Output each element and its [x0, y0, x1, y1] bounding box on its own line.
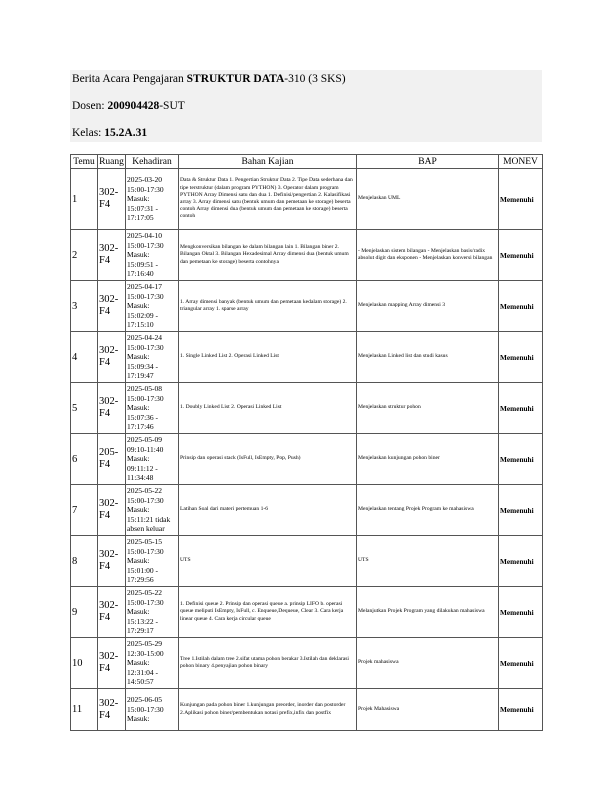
bap-cell: Melanjutkan Projek Program yang dilakukan mahasiswa	[357, 587, 499, 638]
meeting-number: 5	[71, 383, 98, 434]
attendance-cell: 2025-04-24 15:00-17:30 Masuk: 15:09:34 - 17:19:47	[126, 332, 179, 383]
bap-cell: Menjelaskan UML	[357, 169, 499, 230]
meeting-number: 11	[71, 689, 98, 731]
lecturer-suffix: -SUT	[159, 100, 185, 112]
monev-cell: Memenuhi	[499, 383, 543, 434]
report-title	[72, 73, 346, 85]
table-row	[71, 332, 543, 383]
attendance-cell: 2025-04-17 15:00-17:30 Masuk: 15:02:09 - 17:15:10	[126, 281, 179, 332]
monev-cell: Memenuhi	[499, 536, 543, 587]
topic-cell: UTS	[179, 536, 357, 587]
attendance-cell: 2025-05-08 15:00-17:30 Masuk: 15:07:36 - 17:17:46	[126, 383, 179, 434]
col-header-room: Ruang	[99, 156, 124, 167]
monev-cell: Memenuhi	[499, 169, 543, 230]
lecturer-label: Dosen:	[72, 100, 108, 112]
class-value: 15.2A.31	[104, 127, 148, 139]
course-name: STRUKTUR DATA	[186, 73, 285, 85]
room-cell: 205-F4	[98, 434, 126, 485]
meeting-number: 2	[71, 230, 98, 281]
room-cell: 302-F4	[98, 332, 126, 383]
attendance-cell: 2025-05-09 09:10-11:40 Masuk: 09:11:12 - 11:34:48	[126, 434, 179, 485]
monev-cell: Memenuhi	[499, 332, 543, 383]
room-cell: 302-F4	[98, 536, 126, 587]
col-header-meeting: Temu	[71, 155, 98, 169]
table-row	[71, 638, 543, 689]
topic-cell: Latihan Soal dari materi pertemuan 1-6	[179, 485, 357, 536]
table-row	[71, 169, 543, 230]
lecturer-id: 200904428	[107, 100, 160, 112]
bap-cell: Menjelaskan kunjungan pohon biner	[357, 434, 499, 485]
meeting-number: 10	[71, 638, 98, 689]
teaching-record-table	[70, 154, 543, 731]
monev-cell: Memenuhi	[499, 434, 543, 485]
table-row	[71, 230, 543, 281]
room-cell: 302-F4	[98, 383, 126, 434]
col-header-attendance: Kehadiran	[126, 155, 179, 169]
monev-cell: Memenuhi	[499, 689, 543, 731]
attendance-cell: 2025-05-22 15:00-17:30 Masuk: 15:11:21 tidak absen keluar	[126, 485, 179, 536]
bap-cell: Menjelaskan tentang Projek Program ke mahasiswa	[357, 485, 499, 536]
table-row	[71, 689, 543, 731]
monev-cell: Memenuhi	[499, 587, 543, 638]
attendance-cell: 2025-03-20 15:00-17:30 Masuk: 15:07:31 - 17:17:05	[126, 169, 179, 230]
table-row	[71, 587, 543, 638]
room-cell: 302-F4	[98, 281, 126, 332]
bap-cell: Projek mahasiswa	[357, 638, 499, 689]
room-cell: 302-F4	[98, 689, 126, 731]
meeting-number: 9	[71, 587, 98, 638]
monev-cell: Memenuhi	[499, 230, 543, 281]
col-header-bap: BAP	[357, 155, 499, 169]
monev-cell: Memenuhi	[499, 485, 543, 536]
table-row	[71, 281, 543, 332]
room-cell: 302-F4	[98, 169, 126, 230]
table-row	[71, 434, 543, 485]
bap-cell: Menjelaskan mapping Array dimensi 3	[357, 281, 499, 332]
attendance-cell: 2025-05-15 15:00-17:30 Masuk: 15:01:00 - 17:29:56	[126, 536, 179, 587]
meeting-number: 1	[71, 169, 98, 230]
meeting-number: 8	[71, 536, 98, 587]
topic-cell: Data & Struktur Data 1. Pengertian Struktur Data 2. Tipe Data sederhana dan tipe terstruktur (dalam program PYTHON) 3. Operator dalam program PYTHON Array Dimensi satu dan dua 1. Definisi/pengertian 2. Kalasifikasi array 3. Array dimensi satu (bentuk umum dan pemetaan ke storage) beserta contoh Array dimensi dua (bentuk umum dan pemetaan ke storage) beserta contoh	[179, 169, 357, 230]
bap-cell: - Menjelaskan sistem bilangan - Menjelaskan basis/radix absolut digit dan eksponen - Menjelaskan konversi bilangan	[357, 230, 499, 281]
topic-cell: Tree 1.Istilah dalam tree 2.sifat utama pohon berakar 3.Istilah dan deklarasi pohon binary 4.penyajian pohon binary	[179, 638, 357, 689]
attendance-cell: 2025-05-22 15:00-17:30 Masuk: 15:13:22 - 17:29:17	[126, 587, 179, 638]
room-cell: 302-F4	[98, 485, 126, 536]
monev-cell: Memenuhi	[499, 638, 543, 689]
attendance-cell: 2025-06-05 15:00-17:30 Masuk:	[126, 689, 179, 731]
class-label: Kelas:	[72, 127, 105, 139]
room-cell: 302-F4	[98, 230, 126, 281]
meeting-number: 7	[71, 485, 98, 536]
bap-cell: Projek Mahasiswa	[357, 689, 499, 731]
class-line	[72, 127, 147, 139]
topic-cell: 1. Single Linked List 2. Operasi Linked List	[179, 332, 357, 383]
bap-cell: Menjelaskan struktur pohon	[357, 383, 499, 434]
bap-cell: UTS	[357, 536, 499, 587]
bap-cell: Menjelaskan Linked list dan studi kasus	[357, 332, 499, 383]
lecturer-line	[72, 100, 185, 112]
table-row	[71, 485, 543, 536]
title-prefix: Berita Acara Pengajaran	[72, 73, 187, 85]
meeting-number: 4	[71, 332, 98, 383]
room-cell: 302-F4	[98, 638, 126, 689]
col-header-monev: MONEV	[499, 155, 543, 169]
topic-cell: 1. Doubly Linked List 2. Operasi Linked List	[179, 383, 357, 434]
table-row	[71, 383, 543, 434]
topic-cell: 1. Definisi queue 2. Prinsip dan operasi queue a. prinsip LIFO b. operasi queue meliputi IsEmpty, IsFull, c. Enqueue,Dequeue, Clear 3. Cara kerja linear queue 4. Cara kerja circular queue	[179, 587, 357, 638]
room-cell: 302-F4	[98, 587, 126, 638]
meeting-number: 3	[71, 281, 98, 332]
topic-cell: Mengkonversikan bilangan ke dalam bilangan lain 1. Bilangan biner 2. Bilangan Oktal 3. Bilangan Hexadesimal Array dimensi dua (bentuk umum dan pemetaan ke storage) beserta contohnya	[179, 230, 357, 281]
table-header-row	[71, 155, 543, 169]
meeting-number: 6	[71, 434, 98, 485]
attendance-cell: 2025-04-10 15:00-17:30 Masuk: 15:09:51 - 17:16:40	[126, 230, 179, 281]
table-row	[71, 536, 543, 587]
topic-cell: Prinsip dan operasi stack (IsFull, IsEmpty, Pop, Push)	[179, 434, 357, 485]
col-header-topic: Bahan Kajian	[179, 155, 357, 169]
topic-cell: 1. Array dimensi banyak (bentuk umum dan pemetaan kedalam storage) 2. triangular array 1. sparse array	[179, 281, 357, 332]
course-code: -310 (3 SKS)	[284, 73, 346, 85]
attendance-cell: 2025-05-29 12:30-15:00 Masuk: 12:31:04 - 14:50:57	[126, 638, 179, 689]
monev-cell: Memenuhi	[499, 281, 543, 332]
topic-cell: Kunjungan pada pohon biner 1.kunjungan preorder, inorder dan postorder 2.Aplikasi pohon biner/pembentukan notasi prefix,infix dan postfix	[179, 689, 357, 731]
